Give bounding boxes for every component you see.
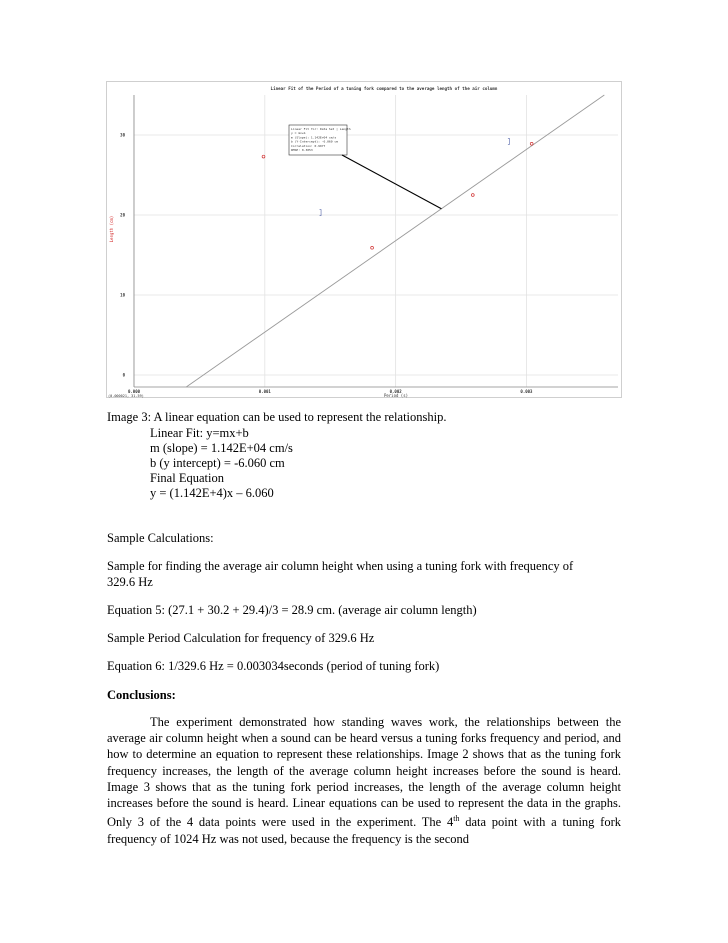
chart-frame [107,82,622,398]
annotation-line-2: m (Slope): 1.142E+04 cm/s [291,135,337,140]
annotation-line-4: Correlation: 0.9977 [291,143,326,148]
caption-line-intercept: b (y intercept) = -6.060 cm [150,456,285,470]
conclusions-text-part2: data point with a tuning fork frequency of 1024 Hz was not used, because the frequency is the second [107,815,621,846]
y-tick-label-1: 10 [120,292,125,298]
x-tick-label-0: 0.000 [127,389,141,394]
caption-line-slope: m (slope) = 1.142E+04 cm/s [150,441,293,455]
sample2-line: Sample Period Calculation for frequency of 329.6 Hz [107,631,375,645]
conclusions-heading: Conclusions: [107,688,176,702]
sample-calculations-heading: Sample Calculations: [107,531,214,545]
y-tick-label-0: 0 [122,372,125,378]
y-axis-label: Length (cm) [109,215,114,243]
equation-6: Equation 6: 1/329.6 Hz = 0.003034seconds (period of tuning fork) [107,659,440,673]
caption-line-final-equation: y = (1.142E+4)x – 6.060 [150,486,274,500]
annotation-line-1: y = mx+b [291,131,306,136]
caption-line-final-label: Final Equation [150,471,224,485]
chart-title: Linear Fit of the Period of a tuning fork compared to the average length of the air column [270,86,498,91]
sample1-line2: 329.6 Hz [107,575,153,589]
caption-line-fit: Linear Fit: y=mx+b [150,426,249,440]
linear-fit-chart [106,81,622,398]
annotation-line-5: RMSE: 0.3053 [291,148,313,152]
annotation-line-3: b (Y-Intercept): -6.060 cm [291,139,338,144]
sample1-line1: Sample for finding the average air column height when using a tuning fork with frequency of [107,559,574,573]
y-tick-label-2: 20 [120,212,125,218]
chart-svg [106,81,622,398]
x-tick-label-3: 0.003 [520,389,533,394]
conclusions-heading-wrap [107,688,176,703]
x-tick-label-1: 0.001 [258,389,271,394]
conclusions-text-part1: The experiment demonstrated how standing waves work, the relationships between the average air column height when a sound can be heard versus a tuning forks frequency and period, and how to determine an equation to represent these relationships. Image 2 shows that as the tuning fork frequency increases, the length of the average column height increases before the sound is heard. Image 3 shows that as the tuning fork period increases, the length of the average column height increases before the sound is heard. Linear equations can be used to represent the data in the graphs. Only 3 of the 4 data points were used in the experiment. The 4 [107,715,621,830]
x-tick-label-2: 0.002 [389,389,402,394]
caption-title: Image 3: A linear equation can be used to represent the relationship. [107,410,447,424]
annotation-line-0: Linear Fit for: Data Set | Length [291,127,351,131]
y-tick-label-3: 30 [120,132,125,138]
equation-5: Equation 5: (27.1 + 30.2 + 29.4)/3 = 28.9 cm. (average air column length) [107,603,477,617]
x-axis-label: Period (s) [383,393,409,398]
cursor-readout: (0.000021, 31.59) [108,394,144,398]
conclusions-paragraph [107,714,621,847]
conclusions-superscript: th [453,814,460,824]
